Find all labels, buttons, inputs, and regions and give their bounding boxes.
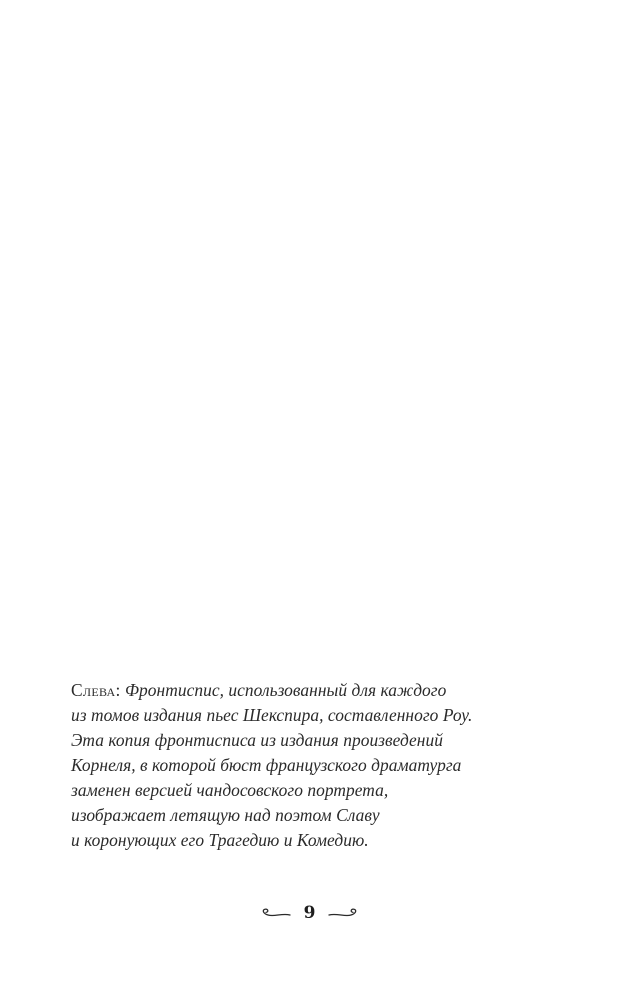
- caption-line-7: и коронующих его Трагедию и Комедию.: [71, 830, 369, 850]
- frontispiece-caption: [71, 678, 541, 853]
- caption-line-1-text: Фронтиспис, использованный для каждого: [120, 680, 447, 700]
- page-number: 9: [303, 902, 316, 923]
- caption-line-2: из томов издания пьес Шекспира, составленного Роу.: [71, 705, 473, 725]
- caption-line-5: заменен версией чандосовского портрета,: [71, 780, 389, 800]
- caption-line-1: [71, 678, 541, 703]
- caption-line-4: Корнеля, в которой бюст французского драматурга: [71, 755, 462, 775]
- flourish-right-icon: [327, 906, 359, 920]
- caption-line-6: изображает летящую над поэтом Славу: [71, 805, 380, 825]
- caption-label: Слева:: [71, 680, 121, 700]
- flourish-left-icon: [260, 906, 292, 920]
- caption-line-3: Эта копия фронтисписа из издания произведений: [71, 730, 443, 750]
- page-folio: [0, 899, 619, 927]
